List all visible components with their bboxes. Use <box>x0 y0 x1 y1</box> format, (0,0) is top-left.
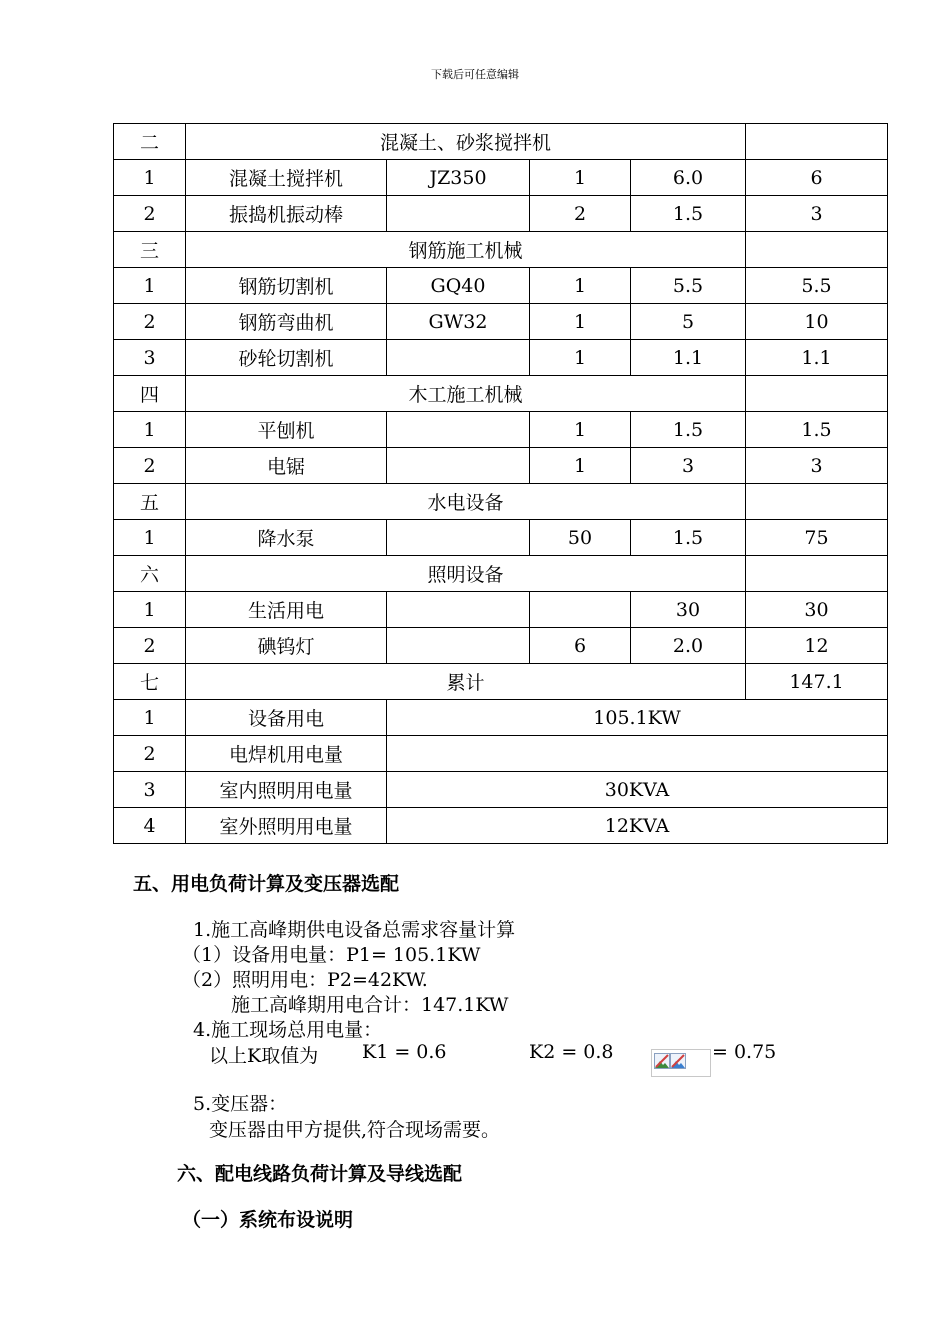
table-row <box>114 520 888 556</box>
table-row <box>114 196 888 232</box>
paragraph-lighting-power: （2）照明用电：P2=42KW. <box>182 969 428 991</box>
equipment-name: 平刨机 <box>186 412 387 448</box>
section-row <box>114 376 888 412</box>
equipment-name: 钢筋弯曲机 <box>186 304 387 340</box>
row-total: 1.1 <box>746 340 888 376</box>
row-total: 147.1 <box>746 664 888 700</box>
row-total: 3 <box>746 448 888 484</box>
equipment-name: 碘钨灯 <box>186 628 387 664</box>
row-number: 三 <box>114 232 186 268</box>
equipment-name: 生活用电 <box>186 592 387 628</box>
summary-name: 室外照明用电量 <box>186 808 387 844</box>
equipment-name: 振捣机振动棒 <box>186 196 387 232</box>
paragraph-calc-title: 1.施工高峰期供电设备总需求容量计算 <box>193 919 516 941</box>
section-row <box>114 556 888 592</box>
equipment-model <box>387 592 530 628</box>
section-heading-6: 六、配电线路负荷计算及导线选配 <box>177 1163 463 1185</box>
row-total: 6 <box>746 160 888 196</box>
section-row <box>114 124 888 160</box>
equipment-model: JZ350 <box>387 160 530 196</box>
summary-value <box>387 736 888 772</box>
summary-value: 12KVA <box>387 808 888 844</box>
row-total: 5.5 <box>746 268 888 304</box>
equipment-model: GW32 <box>387 304 530 340</box>
row-number: 2 <box>114 196 186 232</box>
row-number: 1 <box>114 592 186 628</box>
equipment-power: 1.5 <box>631 520 746 556</box>
equipment-power: 30 <box>631 592 746 628</box>
equipment-quantity: 1 <box>530 160 631 196</box>
section-title: 累计 <box>186 664 746 700</box>
paragraph-transformer-note: 变压器由甲方提供,符合现场需要。 <box>209 1119 501 1141</box>
paragraph-site-total: 4.施工现场总用电量： <box>193 1019 383 1041</box>
row-total <box>746 484 888 520</box>
table-row <box>114 736 888 772</box>
summary-value: 105.1KW <box>387 700 888 736</box>
row-number: 4 <box>114 808 186 844</box>
summary-value: 30KVA <box>387 772 888 808</box>
row-number: 2 <box>114 628 186 664</box>
subsection-heading-6-1: （一）系统布设说明 <box>182 1209 354 1231</box>
equipment-model <box>387 628 530 664</box>
k2-value: K2 = 0.8 <box>529 1041 614 1063</box>
equipment-quantity: 6 <box>530 628 631 664</box>
row-number: 四 <box>114 376 186 412</box>
summary-name: 设备用电 <box>186 700 387 736</box>
row-total <box>746 376 888 412</box>
equipment-name: 砂轮切割机 <box>186 340 387 376</box>
section-title: 木工施工机械 <box>186 376 746 412</box>
equipment-power: 2.0 <box>631 628 746 664</box>
row-number: 七 <box>114 664 186 700</box>
equipment-power: 3 <box>631 448 746 484</box>
row-number: 六 <box>114 556 186 592</box>
table-row <box>114 340 888 376</box>
equipment-power: 1.5 <box>631 196 746 232</box>
row-number: 二 <box>114 124 186 160</box>
table-row <box>114 808 888 844</box>
equipment-table <box>113 123 888 844</box>
equipment-model <box>387 412 530 448</box>
row-total: 1.5 <box>746 412 888 448</box>
equipment-power: 5 <box>631 304 746 340</box>
table-row <box>114 160 888 196</box>
row-number: 1 <box>114 412 186 448</box>
k-label: 以上K取值为 <box>209 1045 319 1067</box>
section-row <box>114 232 888 268</box>
row-number: 2 <box>114 304 186 340</box>
equipment-quantity <box>530 592 631 628</box>
section-row <box>114 664 888 700</box>
section-title: 照明设备 <box>186 556 746 592</box>
equipment-quantity: 1 <box>530 340 631 376</box>
equipment-model <box>387 448 530 484</box>
equipment-quantity: 1 <box>530 412 631 448</box>
table-row <box>114 412 888 448</box>
equipment-model: GQ40 <box>387 268 530 304</box>
row-number: 1 <box>114 268 186 304</box>
equipment-power: 1.5 <box>631 412 746 448</box>
image-placeholder-icon <box>654 1053 670 1069</box>
row-number: 1 <box>114 160 186 196</box>
row-number: 3 <box>114 772 186 808</box>
section-title: 混凝土、砂浆搅拌机 <box>186 124 746 160</box>
section-row <box>114 484 888 520</box>
row-total <box>746 556 888 592</box>
row-total: 10 <box>746 304 888 340</box>
broken-image-icon <box>651 1049 711 1077</box>
table-row <box>114 628 888 664</box>
row-total: 3 <box>746 196 888 232</box>
summary-name: 电焊机用电量 <box>186 736 387 772</box>
paragraph-equipment-power: （1）设备用电量：P1= 105.1KW <box>182 944 481 966</box>
table-row <box>114 268 888 304</box>
summary-name: 室内照明用电量 <box>186 772 387 808</box>
row-total <box>746 124 888 160</box>
table-row <box>114 448 888 484</box>
row-total <box>746 232 888 268</box>
image-placeholder-icon <box>670 1053 686 1069</box>
row-number: 2 <box>114 448 186 484</box>
table-row <box>114 304 888 340</box>
row-number: 2 <box>114 736 186 772</box>
equipment-name: 混凝土搅拌机 <box>186 160 387 196</box>
table-row <box>114 772 888 808</box>
equipment-power: 5.5 <box>631 268 746 304</box>
row-total: 30 <box>746 592 888 628</box>
equipment-quantity: 50 <box>530 520 631 556</box>
section-title: 水电设备 <box>186 484 746 520</box>
row-number: 1 <box>114 700 186 736</box>
k3-value: = 0.75 <box>712 1041 777 1063</box>
equipment-model <box>387 340 530 376</box>
table-row <box>114 700 888 736</box>
equipment-quantity: 2 <box>530 196 631 232</box>
equipment-model <box>387 196 530 232</box>
table-row <box>114 592 888 628</box>
equipment-name: 降水泵 <box>186 520 387 556</box>
section-heading-5: 五、用电负荷计算及变压器选配 <box>133 873 400 895</box>
row-total: 12 <box>746 628 888 664</box>
equipment-model <box>387 520 530 556</box>
k1-value: K1 = 0.6 <box>362 1041 447 1063</box>
equipment-quantity: 1 <box>530 304 631 340</box>
equipment-power: 1.1 <box>631 340 746 376</box>
section-title: 钢筋施工机械 <box>186 232 746 268</box>
page-header: 下载后可任意编辑 <box>431 68 519 81</box>
paragraph-peak-total: 施工高峰期用电合计：147.1KW <box>231 994 509 1016</box>
equipment-quantity: 1 <box>530 448 631 484</box>
equipment-power: 6.0 <box>631 160 746 196</box>
equipment-name: 钢筋切割机 <box>186 268 387 304</box>
equipment-quantity: 1 <box>530 268 631 304</box>
equipment-name: 电锯 <box>186 448 387 484</box>
row-number: 3 <box>114 340 186 376</box>
row-number: 1 <box>114 520 186 556</box>
row-total: 75 <box>746 520 888 556</box>
paragraph-transformer: 5.变压器： <box>193 1093 288 1115</box>
row-number: 五 <box>114 484 186 520</box>
